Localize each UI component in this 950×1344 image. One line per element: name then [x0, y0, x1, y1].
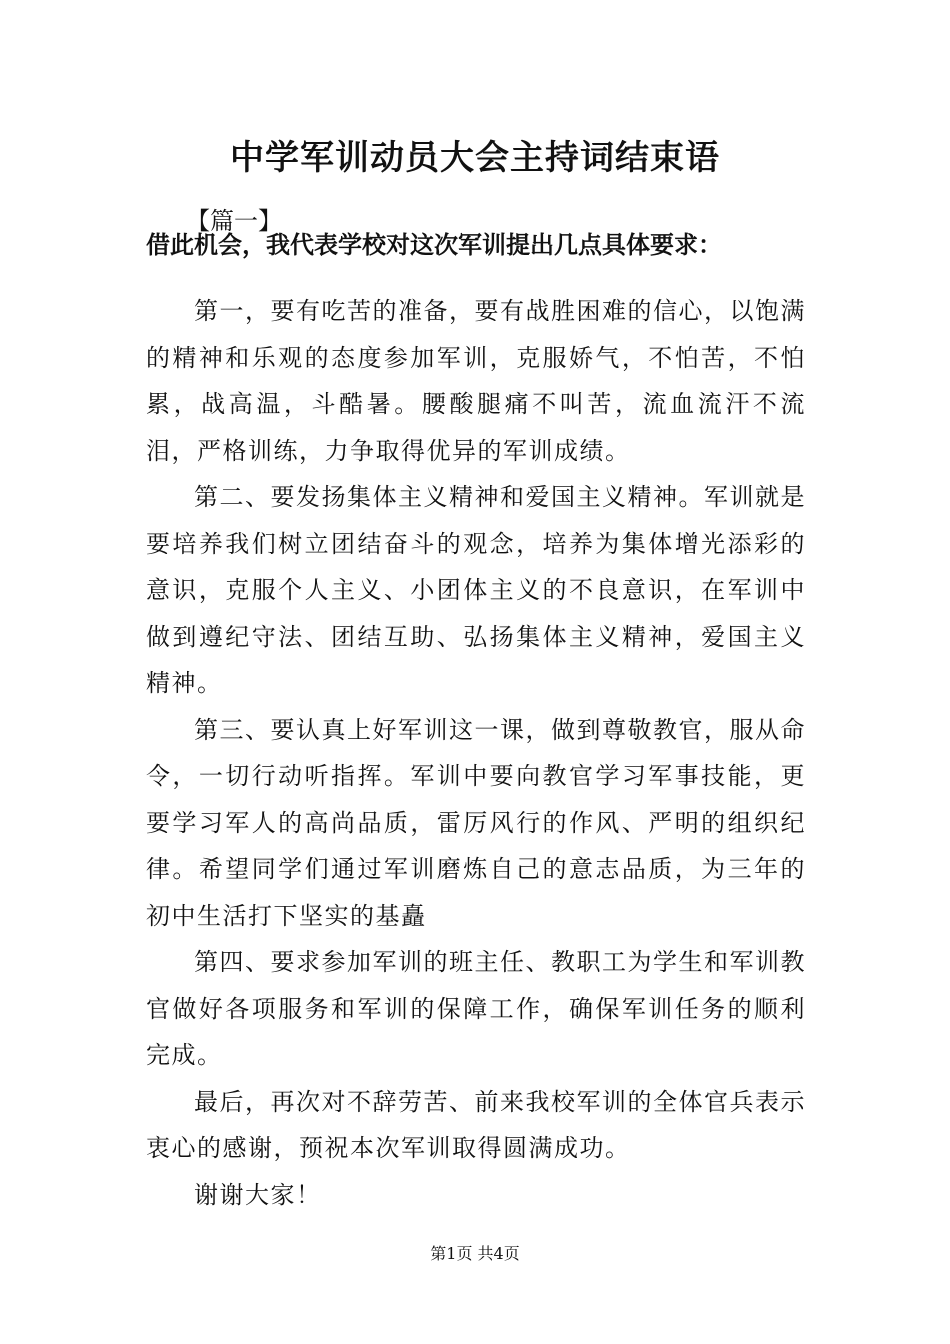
paragraph-4: 第四、要求参加军训的班主任、教职工为学生和军训教官做好各项服务和军训的保障工作，确保军训任务的顺利完成。	[146, 948, 806, 1069]
page-footer: 第1页 共4页	[430, 1244, 520, 1263]
paragraph-5: 最后，再次对不辞劳苦、前来我校军训的全体官兵表示衷心的感谢，预祝本次军训取得圆满成功。	[146, 1087, 806, 1162]
lead-paragraph: 借此机会，我代表学校对这次军训提出几点具体要求：	[146, 230, 722, 259]
paragraph-6: 谢谢大家！	[194, 1180, 322, 1209]
section-mark: 【篇一】	[186, 207, 282, 235]
paragraph-3: 第三、要认真上好军训这一课，做到尊敬教官，服从命令，一切行动听指挥。军训中要向教官学习军事技能，更要学习军人的高尚品质，雷厉风行的作风、严明的组织纪律。希望同学们通过军训磨炼自己的意志品质，为三年的初中生活打下坚实的基矗	[146, 715, 806, 930]
paragraph-2: 第二、要发扬集体主义精神和爱国主义精神。军训就是要培养我们树立团结奋斗的观念，培养为集体增光添彩的意识，克服个人主义、小团体主义的不良意识，在军训中做到遵纪守法、团结互助、弘扬集体主义精神，爱国主义精神。	[146, 483, 806, 697]
body-text	[146, 288, 806, 1218]
document-title: 中学军训动员大会主持词结束语	[230, 138, 720, 178]
paragraph-1: 第一，要有吃苦的准备，要有战胜困难的信心，以饱满的精神和乐观的态度参加军训，克服娇气，不怕苦，不怕累，战高温，斗酷暑。腰酸腿痛不叫苦，流血流汗不流泪，严格训练，力争取得优异的军训成绩。	[146, 297, 806, 465]
